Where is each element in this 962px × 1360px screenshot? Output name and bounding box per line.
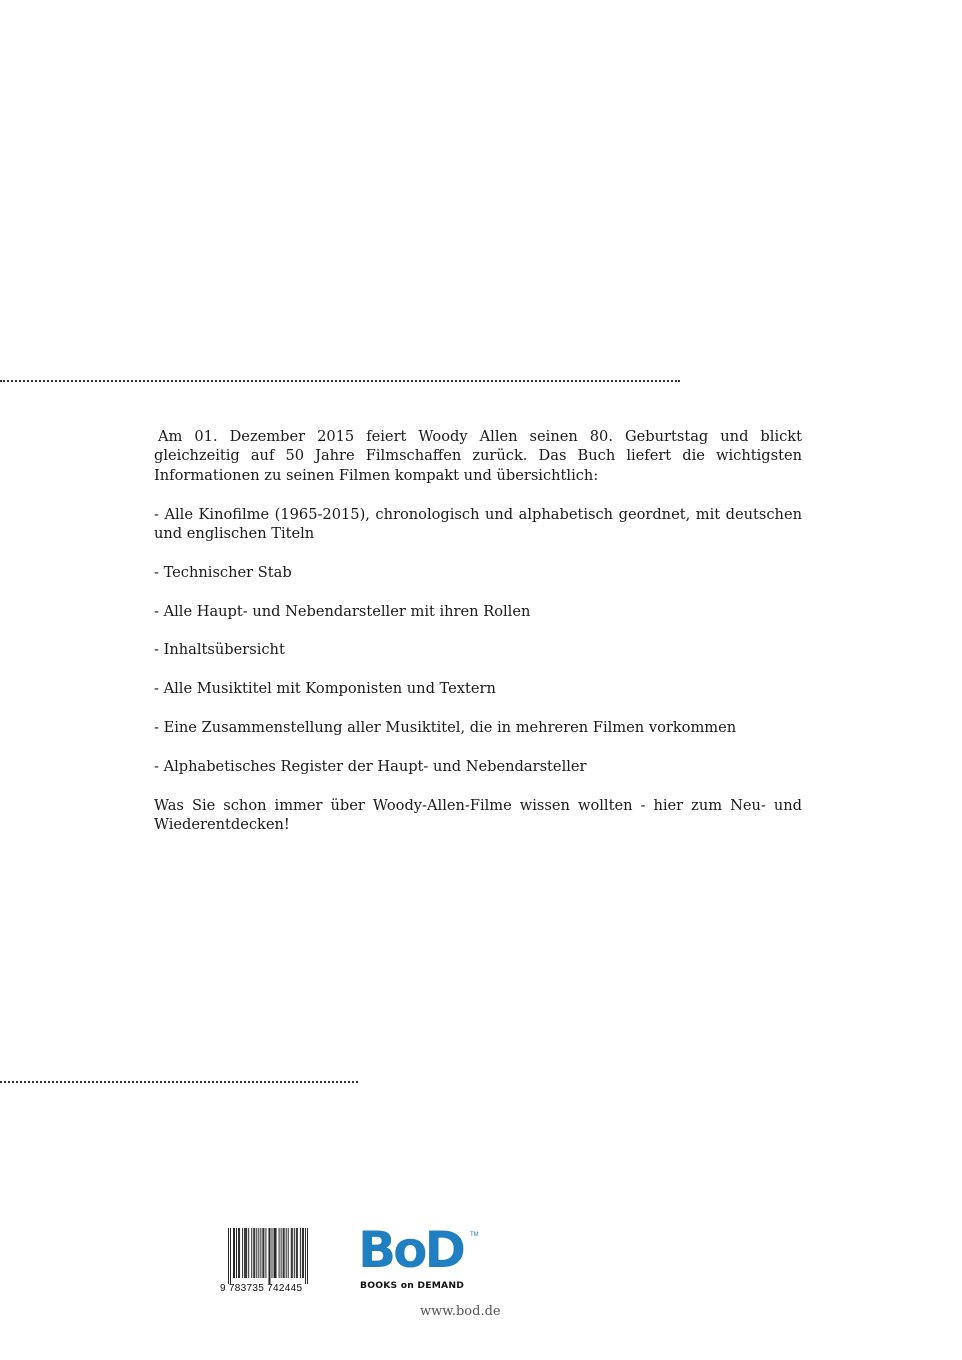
blurb-intro: Am 01. Dezember 2015 feiert Woody Allen seinen 80. Geburtstag und blickt gleichzeitig auf 50 Jahre Filmschaffen zurück. Das Buch liefert die wichtigsten Informationen zu seinen Filmen kompakt und übersichtlich: [154, 428, 802, 484]
trademark-symbol: TM [470, 1232, 479, 1238]
blurb-closing: Was Sie schon immer über Woody-Allen-Filme wissen wollten - hier zum Neu- und Wiederentdecken! [154, 796, 802, 833]
isbn-barcode [220, 1228, 312, 1296]
blurb-item-films: - Alle Kinofilme (1965-2015), chronologisch und alphabetisch geordnet, mit deutschen und englischen Titeln [154, 505, 802, 543]
blurb-item-crew: - Technischer Stab [154, 563, 292, 581]
back-cover-blurb [154, 427, 802, 854]
publisher-url: www.bod.de [420, 1304, 501, 1319]
bottom-dotted-rule [0, 1081, 358, 1083]
bod-logo [358, 1221, 480, 1292]
blurb-item-music-compilation: - Eine Zusammenstellung aller Musiktitel, die in mehreren Filmen vorkommen [154, 719, 737, 736]
bod-tagline: BOOKS on DEMAND [360, 1280, 465, 1291]
barcode-digits: 9 783735 742445 [220, 1283, 303, 1294]
top-dotted-rule [0, 380, 680, 382]
barcode-bars [228, 1228, 308, 1284]
blurb-item-register: - Alphabetisches Register der Haupt- und Nebendarsteller [154, 757, 587, 775]
blurb-item-cast: - Alle Haupt- und Nebendarsteller mit ihren Rollen [154, 602, 531, 620]
bod-logo-mark: BoD [358, 1221, 463, 1279]
blurb-item-music: - Alle Musiktitel mit Komponisten und Textern [154, 680, 496, 698]
blurb-item-synopsis: - Inhaltsübersicht [154, 641, 285, 659]
